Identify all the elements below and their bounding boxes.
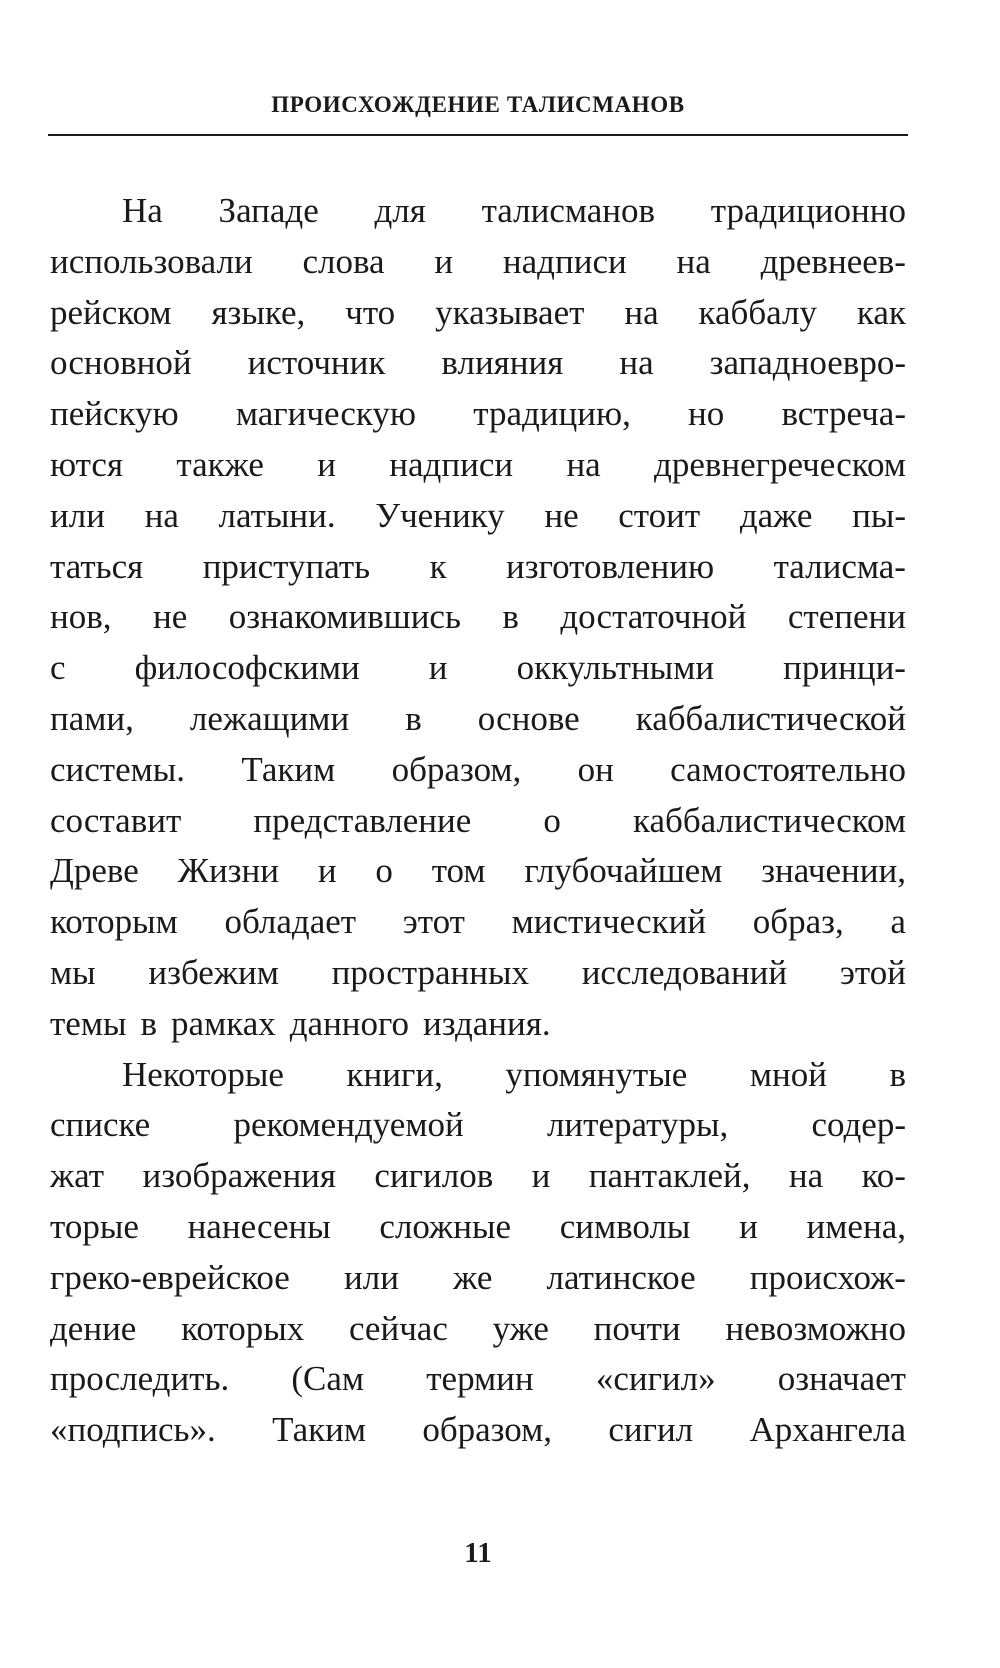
word: темы <box>50 1003 127 1043</box>
word: уже <box>492 1308 549 1348</box>
word: означает <box>777 1359 906 1399</box>
text-line <box>50 846 906 897</box>
word: степени <box>787 597 906 637</box>
text-line <box>50 237 906 288</box>
word: символы <box>559 1206 691 1246</box>
word: сигилов <box>374 1156 494 1196</box>
word: упомянутые <box>505 1054 688 1094</box>
word: книги, <box>346 1054 443 1094</box>
text-line <box>50 1304 906 1355</box>
word: приступать <box>202 546 371 586</box>
word: Архангела <box>749 1410 906 1450</box>
word: каббалистической <box>635 698 906 738</box>
word: которым <box>50 902 178 942</box>
word: философскими <box>134 648 360 688</box>
word: глубочайшем <box>524 851 723 891</box>
word: избежим <box>148 952 279 992</box>
word: нов, <box>50 597 112 637</box>
word: в <box>502 597 519 637</box>
word: составит <box>50 800 182 840</box>
text-line <box>50 440 906 491</box>
text-line <box>50 1354 906 1405</box>
word: исследований <box>581 952 788 992</box>
text-line <box>50 745 906 796</box>
word: талисма- <box>773 546 906 586</box>
word: пейскую <box>50 394 179 434</box>
text-line <box>50 948 906 999</box>
word: даже <box>739 495 813 535</box>
word: дение <box>50 1308 137 1348</box>
word: литературы, <box>546 1105 729 1145</box>
text-line <box>50 897 906 948</box>
word: надписи <box>389 444 514 484</box>
header-rule <box>48 134 908 136</box>
word: на <box>566 444 601 484</box>
word: «сигил» <box>595 1359 716 1399</box>
text-line <box>50 643 906 694</box>
word: влияния <box>441 343 564 383</box>
word: происхож- <box>749 1257 906 1297</box>
word: к <box>429 546 447 586</box>
word: на <box>788 1156 824 1196</box>
word: системы. <box>50 749 186 789</box>
word: образ, <box>752 902 844 942</box>
word: жат <box>50 1156 105 1196</box>
word: греко-еврейское <box>50 1257 290 1297</box>
word: нанесены <box>187 1206 331 1246</box>
word: оккультными <box>516 648 715 688</box>
text-line <box>50 491 906 542</box>
word: невозможно <box>725 1308 906 1348</box>
word: слова <box>302 241 385 281</box>
word: о <box>375 851 393 891</box>
running-title: ПРОИСХОЖДЕНИЕ ТАЛИСМАНОВ <box>271 92 685 117</box>
word: пы- <box>852 495 906 535</box>
text-line <box>50 1405 906 1456</box>
page-number: 11 <box>464 1537 492 1569</box>
word: с <box>50 648 66 688</box>
word: Таким <box>241 749 336 789</box>
word: значении, <box>761 851 906 891</box>
word: пами, <box>50 698 134 738</box>
word: ко- <box>861 1156 906 1196</box>
word: и <box>434 241 454 281</box>
word: издания. <box>423 1003 551 1043</box>
word: талисманов <box>481 191 656 230</box>
text-line <box>50 592 906 643</box>
word: образом, <box>422 1410 553 1450</box>
word: Западе <box>218 191 319 230</box>
word: не <box>544 495 579 535</box>
word: и <box>317 851 337 891</box>
word: имена, <box>806 1206 906 1246</box>
word: латыни. <box>218 495 336 535</box>
word: обладает <box>224 902 357 942</box>
text-line <box>50 1253 906 1304</box>
word: ются <box>50 444 124 484</box>
word: встреча- <box>781 394 906 434</box>
text-line <box>50 1100 906 1151</box>
word: источник <box>247 343 386 383</box>
word: же <box>453 1257 493 1297</box>
word: ознакомившись <box>228 597 461 637</box>
word: представление <box>253 800 472 840</box>
word: латинское <box>546 1257 696 1297</box>
word: рейском <box>50 292 172 332</box>
word: проследить. <box>50 1359 230 1399</box>
word: списке <box>50 1105 151 1145</box>
word: древнегреческом <box>654 444 906 484</box>
text-line <box>50 186 906 237</box>
word: этой <box>839 952 906 992</box>
word: для <box>374 191 426 230</box>
text-line <box>50 796 906 847</box>
word: таться <box>50 546 144 586</box>
text-line <box>50 1151 906 1202</box>
word: что <box>345 292 396 332</box>
word: том <box>431 851 486 891</box>
text-line <box>50 389 906 440</box>
text-line <box>50 338 906 389</box>
word: мистический <box>511 902 707 942</box>
word: содер- <box>811 1105 906 1145</box>
word: рекомендуемой <box>233 1105 464 1145</box>
word: но <box>688 394 725 434</box>
word: на <box>624 292 659 332</box>
text-line <box>50 542 906 593</box>
word: и <box>531 1156 551 1196</box>
word: не <box>152 597 188 637</box>
word: достаточной <box>560 597 747 637</box>
word: Жизни <box>177 851 279 891</box>
word: мной <box>749 1054 827 1094</box>
word: в <box>140 1003 158 1043</box>
word: которых <box>181 1308 305 1348</box>
word: как <box>856 292 906 332</box>
word: «подпись». <box>50 1410 216 1450</box>
word: образом, <box>391 749 522 789</box>
word: Древе <box>50 851 139 891</box>
word: этот <box>402 902 465 942</box>
word: каббалистическом <box>633 800 906 840</box>
word: Ученику <box>375 495 505 535</box>
word: самостоятельно <box>670 749 906 789</box>
word: лежащими <box>189 698 350 738</box>
word: использовали <box>50 241 253 281</box>
text-line <box>50 1050 906 1101</box>
word: стоит <box>618 495 701 535</box>
word: и <box>739 1206 758 1246</box>
word: пантаклей, <box>588 1156 751 1196</box>
word: и <box>428 648 448 688</box>
word: торые <box>50 1206 139 1246</box>
word: также <box>176 444 264 484</box>
word: в <box>889 1054 906 1094</box>
word: основной <box>50 343 192 383</box>
text-line <box>50 1202 906 1253</box>
word: термин <box>426 1359 534 1399</box>
word: надписи <box>502 241 627 281</box>
word: Таким <box>272 1410 366 1450</box>
word: сейчас <box>348 1308 448 1348</box>
word: Некоторые <box>122 1054 284 1094</box>
word: пространных <box>331 952 529 992</box>
word: каббалу <box>698 292 817 332</box>
word: На <box>122 191 163 230</box>
word: сигил <box>608 1410 694 1450</box>
word: сложные <box>379 1206 512 1246</box>
word: а <box>890 902 906 942</box>
word: изготовлению <box>506 546 715 586</box>
word: в <box>405 698 422 738</box>
word: указывает <box>435 292 585 332</box>
word: на <box>619 343 654 383</box>
word: (Сам <box>291 1359 365 1399</box>
word: основе <box>477 698 580 738</box>
word: данного <box>289 1003 410 1043</box>
word: традицию, <box>473 394 631 434</box>
word: о <box>543 800 561 840</box>
word: магическую <box>235 394 417 434</box>
word: или <box>344 1257 399 1297</box>
word: и <box>317 444 336 484</box>
word: он <box>577 749 614 789</box>
text-line <box>50 288 906 339</box>
word: почти <box>593 1308 681 1348</box>
word: изображения <box>142 1156 337 1196</box>
word: на <box>144 495 179 535</box>
text-line <box>50 999 906 1050</box>
word: западноевро- <box>709 343 906 383</box>
body-text <box>50 186 906 1456</box>
word: принци- <box>783 648 906 688</box>
word: языке, <box>211 292 306 332</box>
word: на <box>676 241 711 281</box>
word: мы <box>50 952 96 992</box>
text-line <box>50 694 906 745</box>
word: рамках <box>171 1003 276 1043</box>
word: традиционно <box>710 191 906 230</box>
word: древнеев- <box>760 241 906 281</box>
word: или <box>50 495 105 535</box>
